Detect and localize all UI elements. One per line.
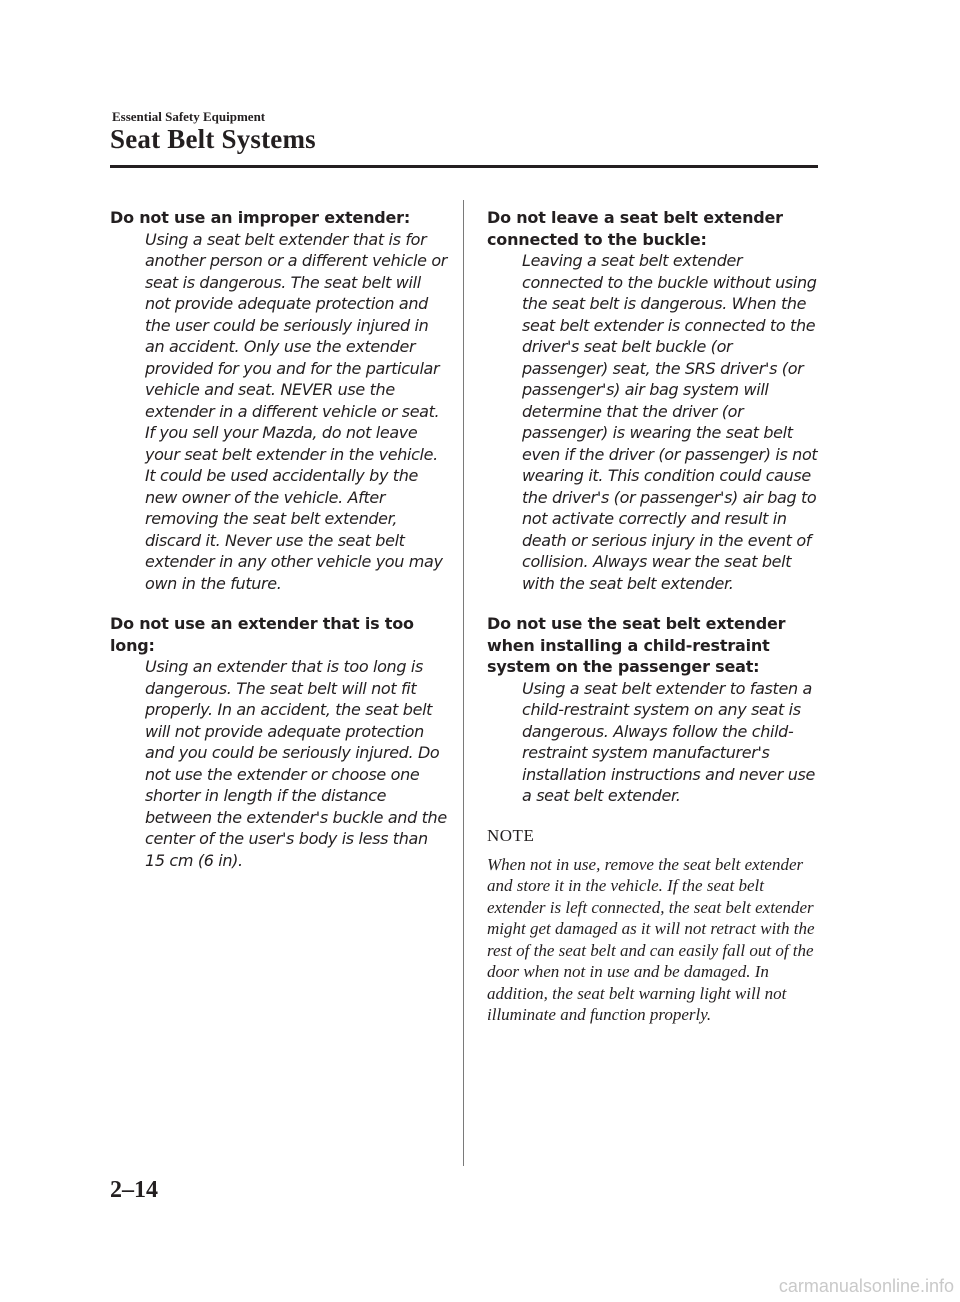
- right-column: [487, 207, 819, 1026]
- warning-block: [110, 613, 450, 871]
- left-column: [110, 207, 450, 890]
- note-text: When not in use, remove the seat belt extender and store it in the vehicle. If the seat belt extender is left connected, the seat belt extender might get damaged as it will not retract with the rest of the seat belt and can easily fall out of the door when not in use and be damaged. In addition, the seat belt warning light will not illuminate and function properly.: [487, 854, 815, 1024]
- warning-text: Using a seat belt extender to fasten a child-restraint system on any seat is dangerous. Always follow the child-restraint system manufacturer's installation instructions and never use a seat belt extender.: [522, 678, 816, 805]
- warning-text: Leaving a seat belt extender connected to the buckle without using the seat belt is dangerous. When the seat belt extender is connected to the driver's seat belt buckle (or passenger) seat, the SRS driver's (or passenger's) air bag system will determine that the driver (or passenger) is wearing the seat belt even if the driver (or passenger) is not wearing it. This condition could cause the driver's (or passenger's) air bag to not activate correctly and result in death or serious injury in the event of collision. Always wear the seat belt with the seat belt extender.: [522, 251, 818, 593]
- page-number: 2–14: [110, 1177, 158, 1203]
- watermark: carmanualsonline.info: [778, 1276, 954, 1296]
- section-label: Essential Safety Equipment: [112, 109, 266, 124]
- warning-heading: Do not use an improper extender:: [110, 208, 411, 227]
- warning-block: [487, 613, 819, 807]
- warning-block: [110, 207, 450, 594]
- column-divider: [463, 200, 464, 1166]
- header-rule: [110, 165, 818, 168]
- warning-heading: Do not use the seat belt extender when installing a child-restraint system on the passenger seat:: [487, 614, 786, 676]
- warning-heading: Do not use an extender that is too long:: [110, 614, 414, 655]
- warning-text: Using a seat belt extender that is for another person or a different vehicle or seat is dangerous. The seat belt will not provide adequate protection and the user could be seriously injured in an accident. Only use the extender provided for you and for the particular vehicle and seat. NEVER use the extender in a different vehicle or seat. If you sell your Mazda, do not leave your seat belt extender in the vehicle. It could be used accidentally by the new owner of the vehicle. After removing the seat belt extender, discard it. Never use the seat belt extender in any other vehicle you may own in the future.: [145, 229, 448, 593]
- page-title: Seat Belt Systems: [110, 124, 316, 154]
- note-label: NOTE: [487, 825, 535, 845]
- warning-block: [487, 207, 819, 594]
- warning-text: Using an extender that is too long is dangerous. The seat belt will not fit properly. In an accident, the seat belt will not provide adequate protection and you could be seriously injured. Do not use the extender or choose one shorter in length if the distance between the extender's buckle and the center of the user's body is less than 15 cm (6 in).: [145, 657, 447, 870]
- note-block: [487, 826, 819, 1026]
- warning-heading: Do not leave a seat belt extender connected to the buckle:: [487, 208, 783, 249]
